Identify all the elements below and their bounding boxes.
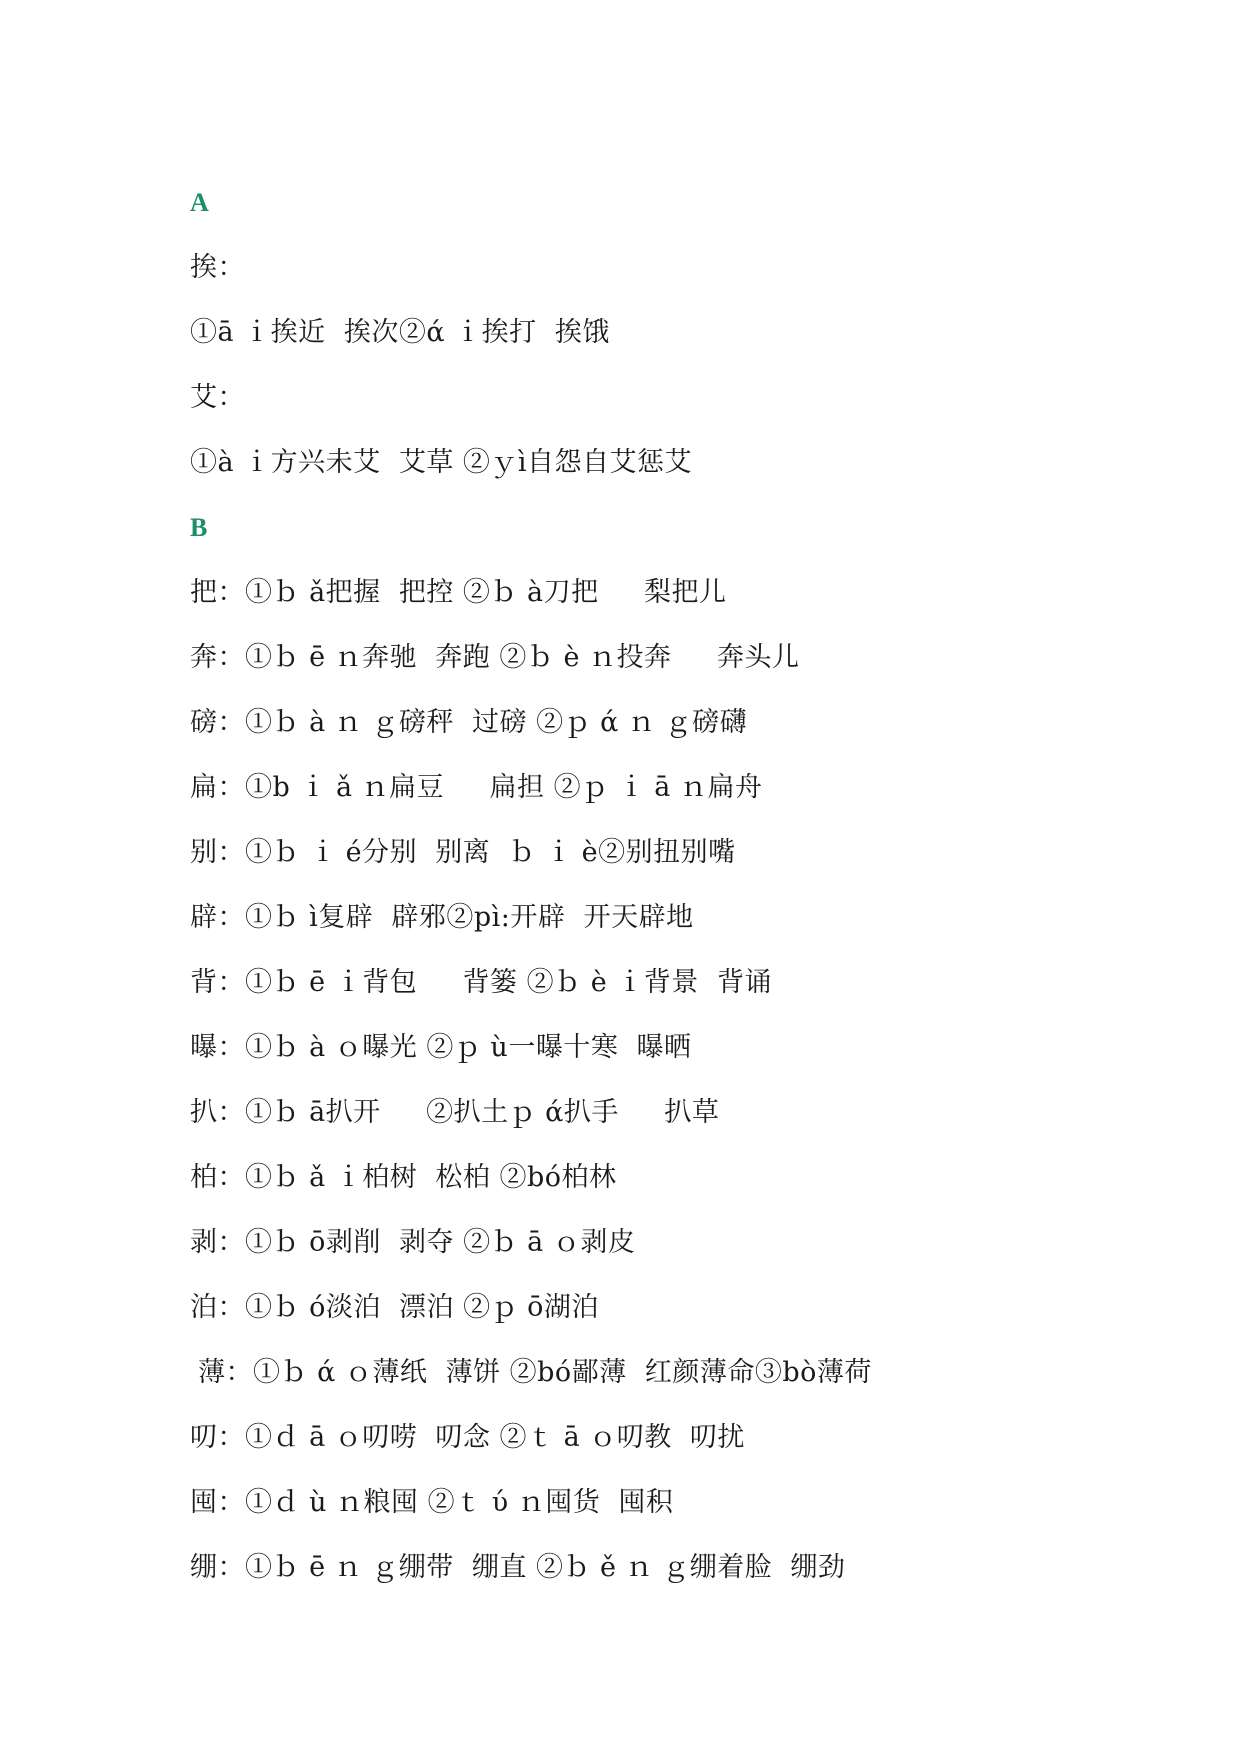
entry-line: 扁：①b ｉ ǎ ｎ扁豆 扁担 ②ｐ ｉ ā ｎ扁舟 (190, 772, 763, 803)
entry-line: 扒：①ｂ ā扒开 ②扒土ｐ ά扒手 扒草 (190, 1097, 720, 1128)
section-heading: B (190, 513, 208, 542)
entry-line: 柏：①ｂ ǎ ｉ柏树 松柏 ②bó柏林 (190, 1162, 617, 1193)
section-heading: A (190, 188, 210, 217)
entry-line: 剥：①ｂ ō剥削 剥夺 ②ｂ ā ｏ剥皮 (190, 1227, 636, 1258)
entry-line: 挨： (190, 252, 245, 283)
entry-line: 叨：①ｄ ā ｏ叨唠 叨念 ②ｔ ā ｏ叨教 叨扰 (190, 1422, 745, 1453)
entry-line: ①ā ｉ挨近 挨次②ά ｉ挨打 挨饿 (190, 317, 610, 348)
entry-line: 辟：①ｂ ì复辟 辟邪②pì:开辟 开天辟地 (190, 902, 694, 933)
entry-line: 艾： (190, 382, 245, 413)
entry-line: 泊：①ｂ ó淡泊 漂泊 ②ｐ ō湖泊 (190, 1292, 599, 1323)
entry-line: 曝：①ｂ à ｏ曝光 ②ｐ ù一曝十寒 曝晒 (190, 1032, 692, 1063)
entry-line: ①à ｉ方兴未艾 艾草 ②ｙì自怨自艾惩艾 (190, 447, 693, 478)
entry-line: 背：①ｂ ē ｉ背包 背篓 ②ｂ è ｉ背景 背诵 (190, 967, 772, 998)
entry-line: 把：①ｂ ǎ把握 把控 ②ｂ à刀把 梨把儿 (190, 577, 727, 608)
entry-line: 别：①ｂ ｉ é分别 别离 ｂ ｉ è②别扭别嘴 (190, 837, 736, 868)
entry-line: 绷：①ｂ ē ｎ ｇ绷带 绷直 ②ｂ ě ｎ ｇ绷着脸 绷劲 (190, 1552, 846, 1583)
entry-line: 磅：①ｂ à ｎ ｇ磅秤 过磅 ②ｐ ά ｎ ｇ磅礴 (190, 707, 748, 738)
entry-line: 奔：①ｂ ē ｎ奔驰 奔跑 ②ｂ è ｎ投奔 奔头儿 (190, 642, 800, 673)
entry-line: 囤：①ｄ ù ｎ粮囤 ②ｔ ύ ｎ囤货 囤积 (190, 1487, 674, 1518)
document-page (190, 170, 1190, 1600)
entry-line: 薄：①ｂ ά ｏ薄纸 薄饼 ②bó鄙薄 红颜薄命③bò薄荷 (198, 1357, 872, 1388)
